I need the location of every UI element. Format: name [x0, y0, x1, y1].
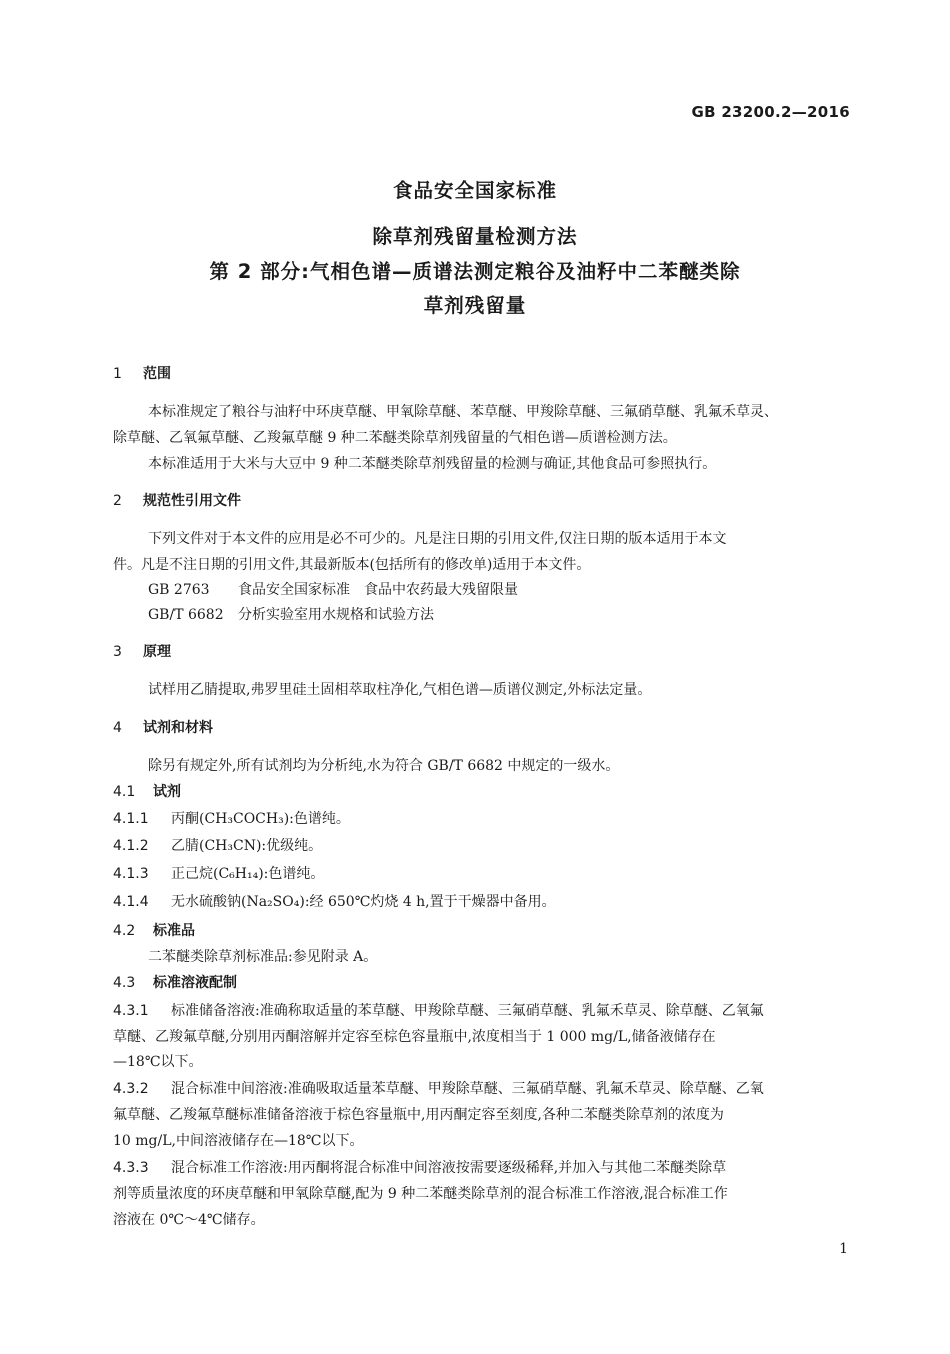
page-number: 1 [839, 1241, 848, 1257]
reagent-item: 4.1.4 无水硫酸钠(Na₂SO₄):经 650℃灼烧 4 h,置于干燥器中备用。 [113, 894, 556, 910]
section-4-3-1-line-2: 草醚、乙羧氟草醚,分别用丙酮溶解并定容至棕色容量瓶中,浓度相当于 1 000 mg/L,储备液储存在 [113, 1029, 716, 1045]
standard-number: GB 23200.2—2016 [691, 103, 850, 121]
section-4-heading: 4 试剂和材料 [113, 720, 213, 736]
section-4-3-1-line-3: —18℃以下。 [113, 1054, 203, 1070]
section-1-heading: 1 范围 [113, 366, 171, 382]
reagent-item: 4.1.3 正己烷(C₆H₁₄):色谱纯。 [113, 866, 325, 882]
section-1-para-2: 本标准适用于大米与大豆中 9 种二苯醚类除草剂残留量的检测与确证,其他食品可参照执行。 [148, 456, 717, 472]
title-line-3: 第 2 部分:气相色谱—质谱法测定粮谷及油籽中二苯醚类除 [209, 260, 741, 283]
section-4-3-3-line-2: 剂等质量浓度的环庚草醚和甲氧除草醚,配为 9 种二苯醚类除草剂的混合标准工作溶液,混合标准工作 [113, 1186, 728, 1202]
section-4-3-2-line-1: 4.3.2 混合标准中间溶液:准确吸取适量苯草醚、甲羧除草醚、三氟硝草醚、乳氟禾草灵、除草醚、乙氧 [113, 1081, 764, 1097]
section-4-3-1-line-1: 4.3.1 标准储备溶液:准确称取适量的苯草醚、甲羧除草醚、三氟硝草醚、乳氟禾草灵、除草醚、乙氧氟 [113, 1003, 764, 1019]
reference-item: GB/T 6682 分析实验室用水规格和试验方法 [148, 607, 434, 623]
section-4-3-3-line-3: 溶液在 0℃～4℃储存。 [113, 1212, 265, 1228]
section-3-para: 试样用乙腈提取,弗罗里硅土固相萃取柱净化,气相色谱—质谱仪测定,外标法定量。 [148, 682, 652, 698]
section-1-para-1-line-1: 本标准规定了粮谷与油籽中环庚草醚、甲氧除草醚、苯草醚、甲羧除草醚、三氟硝草醚、乳氟禾草灵、 [148, 404, 778, 420]
section-2-heading: 2 规范性引用文件 [113, 493, 241, 509]
section-4-3-2-line-3: 10 mg/L,中间溶液储存在—18℃以下。 [113, 1133, 364, 1149]
reagent-item: 4.1.2 乙腈(CH₃CN):优级纯。 [113, 838, 323, 854]
section-2-para-line-2: 件。凡是不注日期的引用文件,其最新版本(包括所有的修改单)适用于本文件。 [113, 557, 591, 573]
title-line-4: 草剂残留量 [423, 294, 527, 317]
reagent-item: 4.1.1 丙酮(CH₃COCH₃):色谱纯。 [113, 811, 350, 827]
section-4-3-2-line-2: 氟草醚、乙羧氟草醚标准储备溶液于棕色容量瓶中,用丙酮定容至刻度,各种二苯醚类除草剂的浓度为 [113, 1107, 724, 1123]
section-4-para: 除另有规定外,所有试剂均为分析纯,水为符合 GB/T 6682 中规定的一级水。 [148, 758, 620, 774]
section-3-heading: 3 原理 [113, 644, 171, 660]
title-line-2: 除草剂残留量检测方法 [372, 225, 578, 248]
reference-item: GB 2763 食品安全国家标准 食品中农药最大残留限量 [148, 582, 518, 598]
section-1-para-1-line-2: 除草醚、乙氧氟草醚、乙羧氟草醚 9 种二苯醚类除草剂残留量的气相色谱—质谱检测方法。 [113, 430, 677, 446]
section-4-2-para: 二苯醚类除草剂标准品:参见附录 A。 [148, 949, 378, 965]
title-line-1: 食品安全国家标准 [392, 179, 557, 202]
section-2-para-line-1: 下列文件对于本文件的应用是必不可少的。凡是注日期的引用文件,仅注日期的版本适用于本文 [148, 531, 727, 547]
section-4-1-heading: 4.1 试剂 [113, 784, 181, 800]
section-4-3-3-line-1: 4.3.3 混合标准工作溶液:用丙酮将混合标准中间溶液按需要逐级稀释,并加入与其他二苯醚类除草 [113, 1160, 727, 1176]
section-4-3-heading: 4.3 标准溶液配制 [113, 975, 237, 991]
section-4-2-heading: 4.2 标准品 [113, 923, 195, 939]
